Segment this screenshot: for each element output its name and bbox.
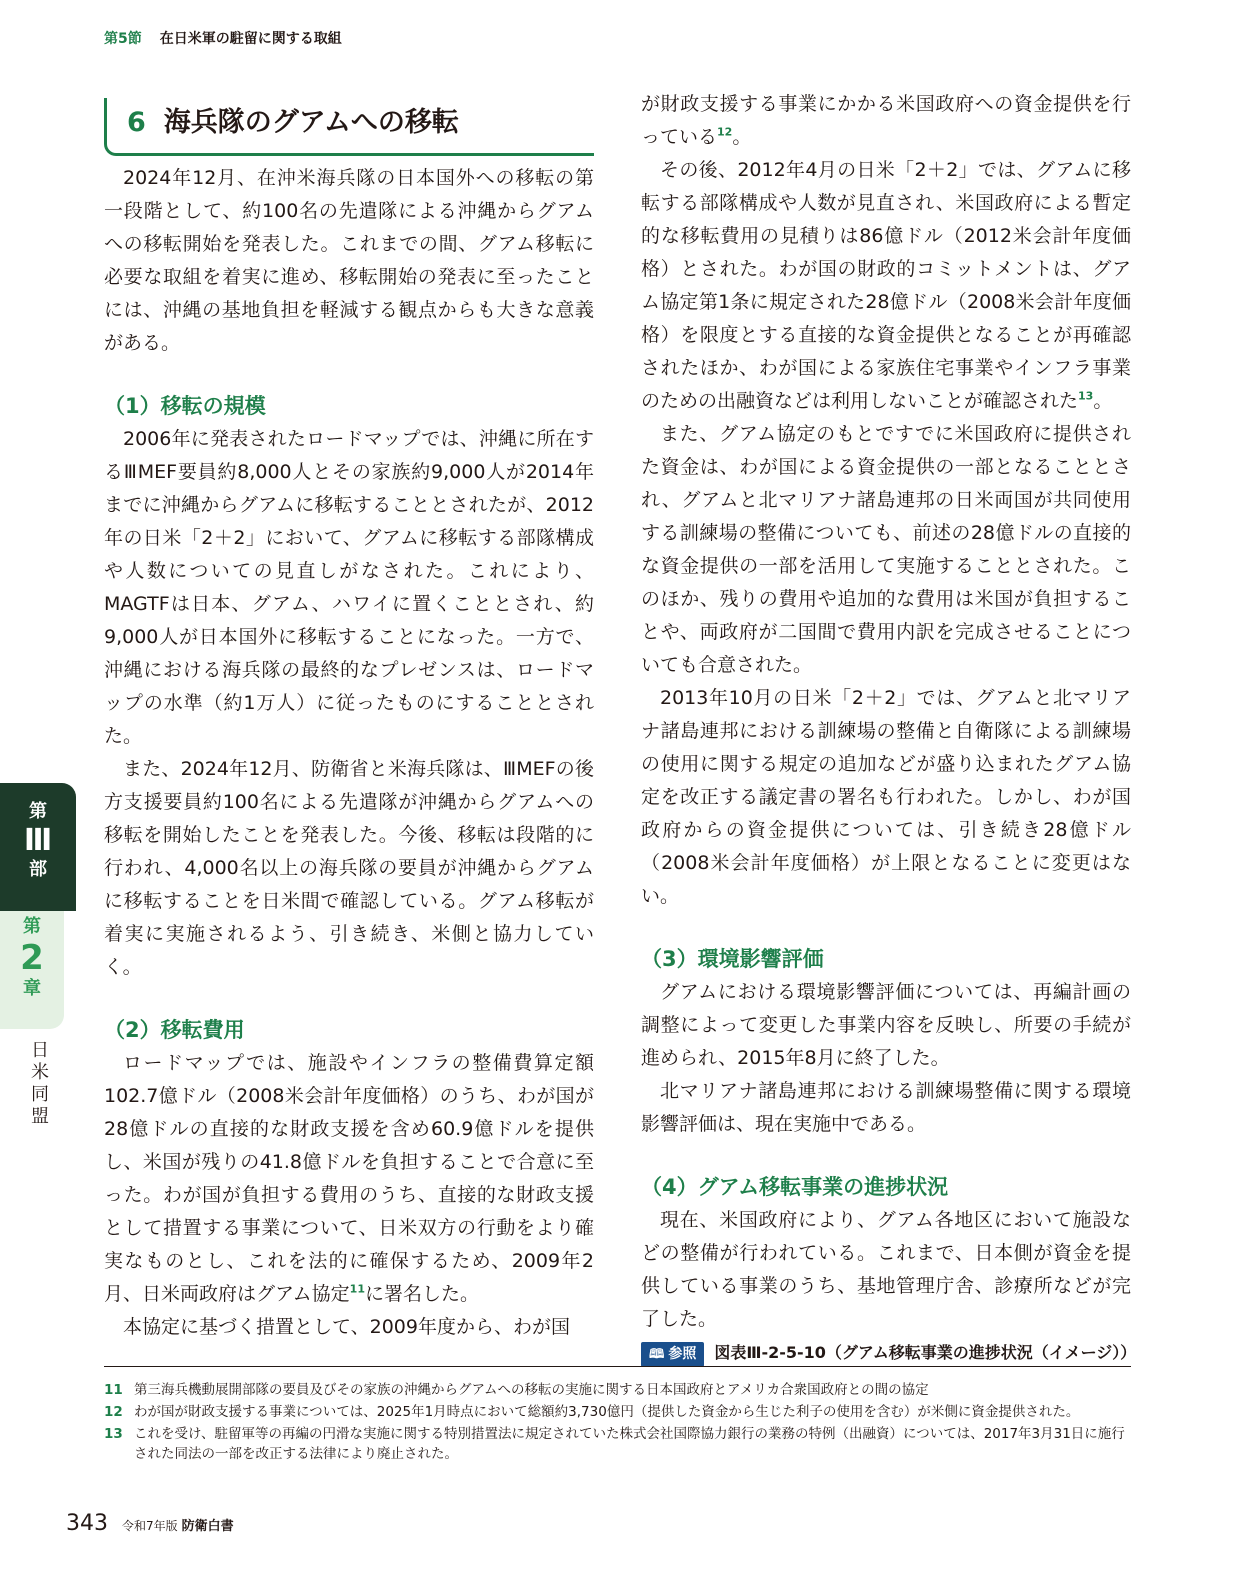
paragraph-text: に署名した。 (364, 1283, 479, 1305)
reference-badge (641, 1342, 704, 1367)
footnote-number: 12 (104, 1404, 123, 1420)
intro-paragraph: 2024年12月、在沖米海兵隊の日本国外への移転の第一段階として、約100名の先遣隊による沖縄からグアムへの移転開始を発表した。これまでの間、グアム移転に必要な取組を着実に進め、移転開始の発表に至ったことには、沖縄の基地負担を軽減する観点からも大きな意義がある。 (104, 167, 594, 354)
footnote (104, 1424, 1131, 1464)
page-number: 343 (66, 1511, 108, 1536)
paragraph: また、グアム協定のもとですでに米国政府に提供された資金は、わが国による資金提供の一部となることとされ、グアムと北マリアナ諸島連邦の日米両国が共同使用する訓練場の整備についても、前述の28億ドルの直接的な資金提供の一部を活用して実施することとされた。このほか、残りの費用や追加的な費用は米国が負担することや、両政府が二国間で費用内訳を完成させることについても合意された。 (641, 423, 1131, 676)
paragraph-text: ロードマップでは、施設やインフラの整備費算定額102.7億ドル（2008米会計年度価格）のうち、わが国が28億ドルの直接的な財政支援を含め60.9億ドルを提供し、米国が残りの41.8億ドルを負担することで合意に至った。わが国が負担する費用のうち、直接的な財政支援として措置する事業について、日米双方の行動をより確実なものとし、これを法的に確保するため、2009年2月、日米両政府はグアム協定 (104, 1052, 594, 1305)
reference-text: 図表Ⅲ-2-5-10（グアム移転事業の進捗状況（イメージ）） (714, 1343, 1137, 1362)
chapter-tab (0, 911, 64, 1029)
paragraph: 本協定に基づく措置として、2009年度から、わが国 (123, 1316, 570, 1338)
paragraph: 2006年に発表されたロードマップでは、沖縄に所在するⅢMEF要員約8,000人とその家族約9,000人が2014年までに沖縄からグアムに移転することとされたが、2012年の日米「2＋2」において、グアムに移転する部隊構成や人数についての見直しがなされた。これにより、MAGTFは日本、グアム、ハワイに置くこととされ、約9,000人が日本国外に移転することになった。一方で、沖縄における海兵隊の最終的なプレゼンスは、ロードマップの水準（約1万人）に従ったものにすることとされた。 (104, 428, 594, 747)
chapter-tab-post: 章 (23, 978, 41, 999)
paragraph (104, 1047, 594, 1311)
book-icon: 🕮 (649, 1347, 665, 1362)
footnote-text: わが国が財政支援する事業については、2025年1月時点において総額約3,730億円（提供した資金から生じた利子の使用を含む）が米側に資金提供された。 (134, 1404, 1080, 1420)
footnote-number: 13 (104, 1426, 123, 1442)
paragraph-text: が財政支援する事業にかかる米国政府への資金提供を行っている (641, 93, 1131, 148)
footnote-ref-11[interactable]: 11 (349, 1282, 365, 1296)
running-head-section: 第5節 (104, 31, 142, 47)
chapter-tab-number: 2 (20, 938, 44, 978)
figure-reference[interactable] (641, 1340, 1137, 1367)
footer-era: 令和7年版 (122, 1519, 178, 1533)
paragraph: 現在、米国政府により、グアム各地区において施設などの整備が行われている。これまで、日本側が資金を提供している事業のうち、基地管理庁舎、診療所などが完了した。 (641, 1209, 1131, 1330)
footnotes (104, 1380, 1131, 1466)
subsection-heading-2: （2）移転費用 (104, 1018, 245, 1042)
footnote-text: 第三海兵機動展開部隊の要員及びその家族の沖縄からグアムへの移転の実施に関する日本国政府とアメリカ合衆国政府との間の協定 (134, 1382, 929, 1398)
subsection-heading-1: （1）移転の規模 (104, 394, 266, 418)
right-column (641, 88, 1137, 1367)
chapter-title-char: 同 (31, 1084, 49, 1105)
part-tab (0, 783, 76, 911)
paragraph-text: 。 (732, 126, 752, 148)
footnote-number: 11 (104, 1382, 123, 1398)
section-title (104, 98, 594, 156)
chapter-title-char: 米 (31, 1062, 49, 1083)
running-head-title: 在日米軍の駐留に関する取組 (159, 31, 342, 47)
chapter-tab-pre: 第 (23, 916, 41, 937)
paragraph-text: 。 (1093, 390, 1113, 412)
chapter-title-char: 日 (31, 1040, 49, 1061)
part-tab-post: 部 (29, 859, 47, 880)
footnote (104, 1380, 1131, 1400)
footnote-text: これを受け、駐留軍等の再編の円滑な実施に関する特別措置法に規定されていた株式会社国際協力銀行の業務の特例（出融資）については、2017年3月31日に施行された同法の一部を改正する法律により廃止された。 (134, 1426, 1125, 1462)
section-number: 6 (127, 107, 146, 138)
page-footer (66, 1511, 234, 1536)
part-tab-number: Ⅲ (23, 823, 53, 858)
subsection-heading-4: （4）グアム移転事業の進捗状況 (641, 1175, 949, 1199)
footnote-divider (104, 1366, 1131, 1367)
footer-book-title: 防衛白書 (181, 1519, 234, 1534)
running-head (104, 28, 342, 48)
paragraph: 北マリアナ諸島連邦における訓練場整備に関する環境影響評価は、現在実施中である。 (641, 1080, 1131, 1135)
section-title-text: 海兵隊のグアムへの移転 (163, 107, 459, 138)
chapter-title-vertical (28, 1040, 52, 1128)
subsection-heading-3: （3）環境影響評価 (641, 947, 824, 971)
paragraph-text: その後、2012年4月の日米「2＋2」では、グアムに移転する部隊構成や人数が見直され、米国政府による暫定的な移転費用の見積りは86億ドル（2012米会計年度価格）とされた。わが国の財政的コミットメントは、グアム協定第1条に規定された28億ドル（2008米会計年度価格）を限度とする直接的な資金提供となることが再確認されたほか、わが国による家族住宅事業やインフラ事業のための出融資などは利用しないことが確認された (641, 159, 1131, 412)
paragraph: 2013年10月の日米「2＋2」では、グアムと北マリアナ諸島連邦における訓練場の整備と自衛隊による訓練場の使用に関する規定の追加などが盛り込まれたグアム協定を改正する議定書の署名も行われた。しかし、わが国政府からの資金提供については、引き続き28億ドル（2008米会計年度価格）が上限となることに変更はない。 (641, 687, 1131, 907)
paragraph: グアムにおける環境影響評価については、再編計画の調整によって変更した事業内容を反映し、所要の手続が進められ、2015年8月に終了した。 (641, 981, 1131, 1069)
footnote (104, 1402, 1131, 1422)
footnote-ref-12[interactable]: 12 (717, 125, 733, 139)
footnote-ref-13[interactable]: 13 (1078, 389, 1094, 403)
left-column (104, 88, 594, 1344)
reference-badge-label: 参照 (668, 1346, 697, 1362)
paragraph: また、2024年12月、防衛省と米海兵隊は、ⅢMEFの後方支援要員約100名による先遣隊が沖縄からグアムへの移転を開始したことを発表した。今後、移転は段階的に行われ、4,000名以上の海兵隊の要員が沖縄からグアムに移転することを日米間で確認している。グアム移転が着実に実施されるよう、引き続き、米側と協力していく。 (104, 758, 594, 978)
part-tab-pre: 第 (29, 801, 47, 822)
paragraph (641, 154, 1131, 418)
chapter-title-char: 盟 (31, 1106, 49, 1127)
paragraph-continued (641, 88, 1131, 154)
